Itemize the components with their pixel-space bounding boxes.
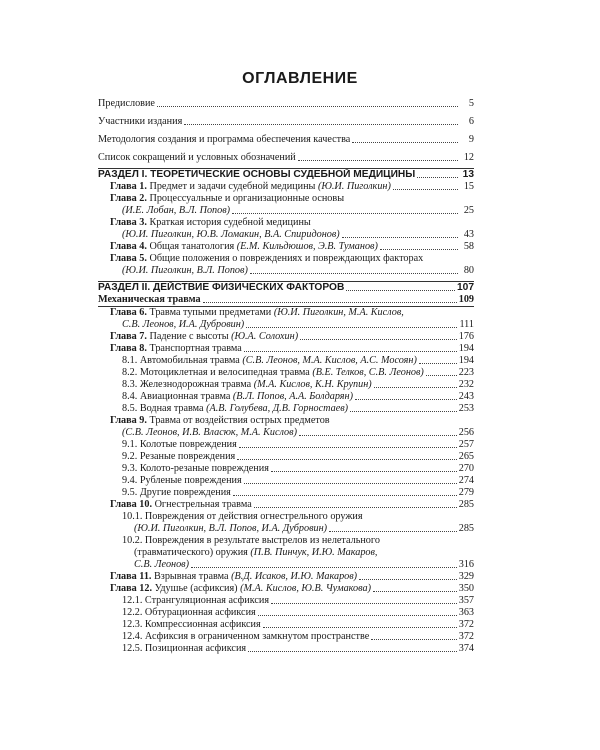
entry-page: 372 [458, 631, 474, 642]
section-title: 12.4. Асфиксия в ограниченном замкнутом пространстве [122, 631, 370, 642]
chapter-number: Глава 8. [110, 343, 147, 354]
chapter-authors: С.В. Леонов, И.А. Дубровин) [122, 319, 245, 330]
chapter-title: Предмет и задачи судебной медицины [149, 181, 316, 192]
table-of-contents [98, 98, 474, 655]
toc-section-8-1[interactable] [98, 355, 474, 367]
entry-page: 176 [458, 331, 474, 342]
chapter-title: Огнестрельная травма [154, 499, 252, 510]
chapter-number: Глава 4. [110, 241, 147, 252]
entry-page: 15 [463, 181, 474, 192]
toc-section-9-1[interactable] [98, 439, 474, 451]
chapter-authors: (В.Д. Исаков, И.Ю. Макаров) [231, 571, 358, 582]
toc-section-10-2-line3[interactable] [98, 559, 474, 571]
section-title: 9.3. Колото-резаные повреждения [122, 463, 269, 474]
toc-chapter-7[interactable] [98, 331, 474, 343]
toc-chapter-4[interactable] [98, 241, 474, 253]
toc-section-9-2[interactable] [98, 451, 474, 463]
entry-page: 107 [457, 282, 474, 293]
toc-chapter-12[interactable] [98, 583, 474, 595]
page-title: ОГЛАВЛЕНИЕ [242, 70, 358, 87]
toc-chapter-8[interactable] [98, 343, 474, 355]
entry-page: 232 [458, 379, 474, 390]
section-title: 12.3. Компрессионная асфиксия [122, 619, 261, 630]
toc-section-8-2[interactable] [98, 367, 474, 379]
chapter-number: Глава 7. [110, 331, 147, 342]
chapter-authors: (Ю.И. Пиголкин, Ю.В. Ломакин, В.А. Спиридонов) [122, 229, 340, 240]
toc-chapter-6-line1[interactable] [98, 307, 474, 319]
toc-section-10-2-line1[interactable] [98, 535, 474, 547]
chapter-number: Глава 9. [110, 415, 147, 426]
chapter-authors: (Ю.И. Пиголкин, М.А. Кислов, [273, 307, 404, 318]
entry-page: 265 [458, 451, 474, 462]
toc-section-10-2-line2[interactable] [98, 547, 474, 559]
section-title: 8.2. Мотоциклетная и велосипедная травма [122, 367, 310, 378]
entry-page: 329 [458, 571, 474, 582]
section-title: 9.1. Колотые повреждения [122, 439, 237, 450]
chapter-authors: (М.А. Кислов, Ю.В. Чумакова) [240, 583, 371, 594]
chapter-title: Краткая история судебной медицины [149, 217, 311, 228]
entry-page: 25 [463, 205, 474, 216]
section-authors: (А.В. Голубева, Д.В. Горностаев) [206, 403, 349, 414]
toc-chapter-5-line2[interactable] [98, 265, 474, 277]
toc-section-9-5[interactable] [98, 487, 474, 499]
entry-page: 285 [458, 523, 474, 534]
entry-page: 279 [458, 487, 474, 498]
section-title: 9.5. Другие повреждения [122, 487, 231, 498]
section-title: 12.1. Странгуляционная асфиксия [122, 595, 270, 606]
toc-entry-contributors[interactable] [98, 116, 474, 128]
section-authors: (В.Е. Телков, С.В. Леонов) [312, 367, 424, 378]
toc-chapter-11[interactable] [98, 571, 474, 583]
chapter-number: Глава 5. [110, 253, 147, 264]
entry-page: 111 [459, 319, 474, 330]
chapter-authors: (И.Е. Лобан, В.Л. Попов) [122, 205, 231, 216]
entry-page: 253 [458, 403, 474, 414]
entry-page: 194 [458, 343, 474, 354]
section-title: 8.3. Железнодорожная травма [122, 379, 252, 390]
entry-page: 80 [463, 265, 474, 276]
toc-section-12-2[interactable] [98, 607, 474, 619]
section-title: 8.5. Водная травма [122, 403, 204, 414]
toc-section-2[interactable] [98, 282, 474, 294]
section-authors: (В.Л. Попов, А.А. Болдарян) [232, 391, 353, 402]
chapter-authors: (Ю.А. Солохин) [231, 331, 299, 342]
entry-page: 43 [463, 229, 474, 240]
entry-page: 257 [458, 439, 474, 450]
section-title: РАЗДЕЛ II. ДЕЙСТВИЕ ФИЗИЧЕСКИХ ФАКТОРОВ [98, 282, 345, 293]
section-title: 8.4. Авиационная травма [122, 391, 231, 402]
toc-section-1[interactable] [98, 169, 474, 181]
section-title: 8.1. Автомобильная травма [122, 355, 240, 366]
toc-chapter-5-line1[interactable] [98, 253, 474, 265]
chapter-number: Глава 6. [110, 307, 147, 318]
entry-page: 372 [458, 619, 474, 630]
chapter-authors: (Ю.И. Пиголкин) [317, 181, 391, 192]
section-title: РАЗДЕЛ I. ТЕОРЕТИЧЕСКИЕ ОСНОВЫ СУДЕБНОЙ МЕДИЦИНЫ [98, 169, 416, 180]
entry-page: 350 [458, 583, 474, 594]
chapter-title: Транспортная травма [149, 343, 242, 354]
subsection-title: Механическая травма [98, 294, 201, 305]
section-authors: (П.В. Пинчук, И.Ю. Макаров, [250, 547, 378, 558]
chapter-number: Глава 12. [110, 583, 153, 594]
chapter-authors: (С.В. Леонов, И.В. Власюк, М.А. Кислов) [122, 427, 297, 438]
chapter-number: Глава 10. [110, 499, 153, 510]
toc-chapter-2-line2[interactable] [98, 205, 474, 217]
entry-page: 243 [458, 391, 474, 402]
chapter-title: Падение с высоты [149, 331, 229, 342]
section-title: 9.4. Рубленые повреждения [122, 475, 242, 486]
toc-entry-preface[interactable] [98, 98, 474, 110]
entry-page: 274 [458, 475, 474, 486]
chapter-number: Глава 1. [110, 181, 147, 192]
section-authors: (Ю.И. Пиголкин, В.Л. Попов, И.А. Дубровин) [134, 523, 328, 534]
section-title: (травматического) оружия [134, 547, 248, 558]
toc-chapter-3-line2[interactable] [98, 229, 474, 241]
toc-section-8-3[interactable] [98, 379, 474, 391]
section-authors: (С.В. Леонов, М.А. Кислов, А.С. Мосоян) [242, 355, 417, 366]
chapter-title: Общая танатология [149, 241, 235, 252]
toc-section-10-1-line2[interactable] [98, 523, 474, 535]
toc-section-8-5[interactable] [98, 403, 474, 415]
section-title: 10.1. Повреждения от действия огнестрельного оружия [122, 511, 363, 522]
entry-page: 357 [458, 595, 474, 606]
entry-page: 285 [458, 499, 474, 510]
entry-page: 194 [458, 355, 474, 366]
section-authors: С.В. Леонов) [134, 559, 190, 570]
entry-page: 363 [458, 607, 474, 618]
entry-text: Методология создания и программа обеспечения качества [98, 134, 351, 145]
section-title: 12.5. Позиционная асфиксия [122, 643, 247, 654]
chapter-title: Травма тупыми предметами [149, 307, 272, 318]
entry-page: 13 [462, 169, 474, 180]
chapter-number: Глава 11. [110, 571, 152, 582]
section-title: 10.2. Повреждения в результате выстрелов из нелетального [122, 535, 380, 546]
chapter-authors: (Е.М. Кильдюшов, Э.В. Туманов) [236, 241, 378, 252]
entry-page: 12 [463, 152, 474, 163]
toc-section-12-1[interactable] [98, 595, 474, 607]
toc-chapter-6-line2[interactable] [98, 319, 474, 331]
section-authors: (М.А. Кислов, К.Н. Крупин) [253, 379, 372, 390]
entry-text: Предисловие [98, 98, 155, 109]
chapter-title: Общие положения о повреждениях и повреждающих факторах [149, 253, 424, 264]
toc-chapter-9-line1[interactable] [98, 415, 474, 427]
chapter-number: Глава 2. [110, 193, 147, 204]
chapter-title: Удушье (асфиксия) [154, 583, 238, 594]
entry-page: 270 [458, 463, 474, 474]
entry-text: Участники издания [98, 116, 183, 127]
chapter-title: Взрывная травма [154, 571, 229, 582]
toc-section-10-1-line1[interactable] [98, 511, 474, 523]
entry-page: 58 [463, 241, 474, 252]
toc-chapter-3-line1[interactable] [98, 217, 474, 229]
toc-section-12-4[interactable] [98, 631, 474, 643]
toc-section-9-3[interactable] [98, 463, 474, 475]
toc-entry-methodology[interactable] [98, 134, 474, 146]
entry-text: Список сокращений и условных обозначений [98, 152, 296, 163]
chapter-title: Процессуальные и организационные основы [149, 193, 345, 204]
chapter-title: Травма от воздействия острых предметов [149, 415, 330, 426]
toc-section-9-4[interactable] [98, 475, 474, 487]
toc-section-8-4[interactable] [98, 391, 474, 403]
chapter-number: Глава 3. [110, 217, 147, 228]
entry-page: 256 [458, 427, 474, 438]
toc-chapter-2-line1[interactable] [98, 193, 474, 205]
chapter-authors: (Ю.И. Пиголкин, В.Л. Попов) [122, 265, 248, 276]
entry-page: 109 [458, 294, 474, 305]
toc-chapter-1[interactable] [98, 181, 474, 193]
entry-page: 6 [468, 116, 474, 127]
toc-section-12-3[interactable] [98, 619, 474, 631]
entry-page: 5 [468, 98, 474, 109]
section-title: 12.2. Обтурационная асфиксия [122, 607, 256, 618]
toc-chapter-9-line2[interactable] [98, 427, 474, 439]
toc-section-12-5[interactable] [98, 643, 474, 655]
section-title: 9.2. Резаные повреждения [122, 451, 236, 462]
entry-page: 374 [458, 643, 474, 654]
entry-page: 223 [458, 367, 474, 378]
toc-chapter-10[interactable] [98, 499, 474, 511]
toc-subsection-mechanical[interactable] [98, 294, 474, 306]
entry-page: 9 [468, 134, 474, 145]
toc-entry-abbreviations[interactable] [98, 152, 474, 164]
entry-page: 316 [458, 559, 474, 570]
